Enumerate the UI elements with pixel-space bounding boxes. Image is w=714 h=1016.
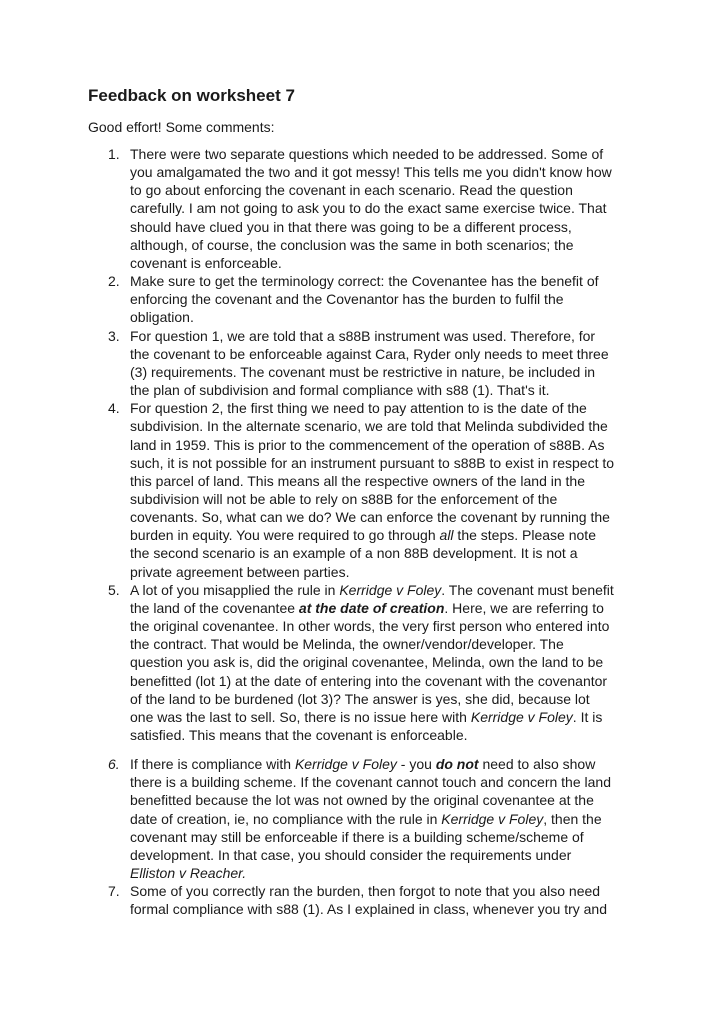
item-text-line — [130, 399, 640, 417]
item-text-line — [130, 773, 640, 791]
item-text-line — [130, 508, 640, 526]
item-number: 1. — [108, 146, 120, 162]
text-segment: obligation. — [130, 309, 194, 326]
item-text-line — [130, 900, 640, 918]
feedback-item — [88, 581, 640, 744]
text-segment: subdivision. In the alternate scenario, we are told that Melinda subdivided the — [130, 418, 608, 435]
text-segment: you amalgamated the two and it got messy! This tells me you didn't know how — [130, 164, 612, 181]
text-segment: need to also show — [478, 756, 596, 773]
text-segment: covenant may still be enforceable if there is a building scheme/scheme of — [130, 828, 584, 845]
item-text-line — [130, 254, 640, 272]
text-segment: For question 2, the first thing we need to pay attention to is the date of the — [130, 400, 587, 417]
item-text-line — [130, 653, 640, 671]
text-segment: . It is — [572, 708, 603, 725]
item-text-line — [130, 690, 640, 708]
emphasis-text: Kerridge v Foley — [339, 581, 442, 598]
item-text-line — [130, 236, 640, 254]
item-text-line — [130, 672, 640, 690]
text-segment: the covenant to be enforceable against Cara, Ryder only needs to meet three — [130, 345, 609, 362]
text-segment: enforcing the covenant and the Covenantor has the burden to fulfil the — [130, 291, 564, 308]
item-text-line — [130, 726, 640, 744]
intro-text: Good effort! Some comments: — [88, 119, 275, 135]
text-segment: the plan of subdivision and formal compliance with s88 (1). That's it. — [130, 382, 550, 399]
text-segment: . The covenant must benefit — [441, 581, 614, 598]
item-text-line — [130, 472, 640, 490]
text-segment: question you ask is, did the original covenantee, Melinda, own the land to be — [130, 654, 604, 671]
emphasis-text: at the date of creation — [298, 599, 445, 616]
text-segment: subdivision will not be able to rely on s88B for the enforcement of the — [130, 490, 558, 507]
item-text-line — [130, 708, 640, 726]
item-number: 6. — [108, 756, 120, 773]
item-text-line — [130, 882, 640, 900]
text-segment: benefitted because the lot was not owned by the original covenantee at the — [130, 792, 594, 809]
item-text-line — [130, 599, 640, 617]
item-text-line — [130, 181, 640, 199]
item-text-line — [130, 145, 640, 163]
text-segment: the contract. That would be Melinda, the owner/vendor/developer. The — [130, 636, 564, 653]
item-text-line — [130, 526, 640, 544]
text-segment: covenants. So, what can we do? We can enforce the covenant by running the — [130, 509, 610, 526]
text-segment: the second scenario is an example of a non 88B development. It is not a — [130, 545, 578, 562]
item-text-line — [130, 272, 640, 290]
text-segment: although, of course, the conclusion was the same in both scenarios; the — [130, 236, 574, 253]
text-segment: such, it is not possible for an instrument pursuant to s88B to exist in respect to — [130, 454, 615, 471]
emphasis-text: Kerridge v Foley — [294, 756, 397, 773]
text-segment: , then the — [543, 810, 602, 827]
text-segment: Make sure to get the terminology correct: the Covenantee has the benefit of — [130, 273, 599, 290]
item-text-line — [130, 791, 640, 809]
text-segment: date of creation, ie, no compliance with the rule in — [130, 810, 442, 827]
text-segment: For question 1, we are told that a s88B instrument was used. Therefore, for — [130, 327, 596, 344]
text-segment: this parcel of land. This means all the respective owners of the land in the — [130, 472, 585, 489]
text-segment: of the land to be burdened (lot 3)? The answer is yes, she did, because lot — [130, 690, 590, 707]
item-text-line — [130, 308, 640, 326]
feedback-item — [88, 399, 640, 581]
text-segment: land in 1959. This is prior to the commencement of the operation of s88B. As — [130, 436, 605, 453]
feedback-item — [88, 145, 640, 272]
item-text-line — [130, 864, 640, 882]
text-segment: There were two separate questions which needed to be addressed. Some of — [130, 146, 604, 162]
emphasis-text: Kerridge v Foley — [441, 810, 544, 827]
document-title: Feedback on worksheet 7 — [88, 86, 295, 105]
text-segment: the steps. Please note — [453, 527, 596, 544]
emphasis-text: do not — [435, 756, 479, 773]
item-text-line — [130, 563, 640, 581]
text-segment: the original covenantee. In other words, the very first person who entered into — [130, 618, 610, 635]
item-text-line — [130, 327, 640, 345]
feedback-item — [88, 882, 640, 918]
item-text-line — [130, 810, 640, 828]
item-text-line — [130, 218, 640, 236]
item-text-line — [130, 490, 640, 508]
item-text-line — [130, 454, 640, 472]
item-text-line — [130, 417, 640, 435]
item-text-line — [130, 635, 640, 653]
item-text-line — [130, 846, 640, 864]
item-text-line — [130, 617, 640, 635]
text-segment: private agreement between parties. — [130, 563, 350, 580]
emphasis-text: Elliston v Reacher. — [130, 865, 247, 882]
feedback-list — [88, 145, 640, 919]
feedback-item — [88, 327, 640, 400]
item-text-line — [130, 544, 640, 562]
item-text-line — [130, 381, 640, 399]
item-text-line — [130, 199, 640, 217]
text-segment: formal compliance with s88 (1). As I explained in class, whenever you try and — [130, 901, 608, 918]
text-segment: (3) requirements. The covenant must be restrictive in nature, be included in — [130, 363, 596, 380]
emphasis-text: Kerridge v Foley — [470, 708, 573, 725]
text-segment: burden in equity. You were required to go through — [130, 527, 440, 544]
feedback-item — [88, 755, 640, 882]
text-segment: the land of the covenantee — [130, 599, 299, 616]
text-segment: development. In that case, you should consider the requirements under — [130, 846, 572, 863]
item-text-line — [130, 755, 640, 773]
text-segment: covenant is enforceable. — [130, 254, 282, 271]
text-segment: benefitted (lot 1) at the date of entering into the covenant with the covenantor — [130, 672, 608, 689]
item-number: 3. — [108, 327, 120, 344]
item-number: 7. — [108, 883, 120, 900]
item-text-line — [130, 828, 640, 846]
text-segment: to go about enforcing the covenant in each scenario. Read the question — [130, 182, 573, 199]
text-segment: If there is compliance with — [130, 756, 295, 773]
feedback-item — [88, 272, 640, 326]
item-number: 5. — [108, 581, 120, 598]
item-text-line — [130, 290, 640, 308]
item-text-line — [130, 363, 640, 381]
item-text-line — [130, 436, 640, 454]
text-segment: Some of you correctly ran the burden, then forgot to note that you also need — [130, 883, 601, 900]
text-segment: satisfied. This means that the covenant is enforceable. — [130, 727, 468, 743]
text-segment: . Here, we are referring to — [444, 599, 604, 616]
text-segment: carefully. I am not going to ask you to do the exact same exercise twice. That — [130, 200, 607, 217]
text-segment: - you — [396, 756, 436, 773]
item-text-line — [130, 345, 640, 363]
text-segment: A lot of you misapplied the rule in — [130, 581, 340, 598]
text-segment: there is a building scheme. If the covenant cannot touch and concern the land — [130, 774, 611, 791]
text-segment: should have clued you in that there was going to be a different process, — [130, 218, 572, 235]
item-number: 4. — [108, 400, 120, 417]
item-number: 2. — [108, 273, 120, 290]
item-text-line — [130, 581, 640, 599]
text-segment: one was the last to sell. So, there is no issue here with — [130, 708, 471, 725]
emphasis-text: all — [439, 527, 454, 544]
item-text-line — [130, 163, 640, 181]
